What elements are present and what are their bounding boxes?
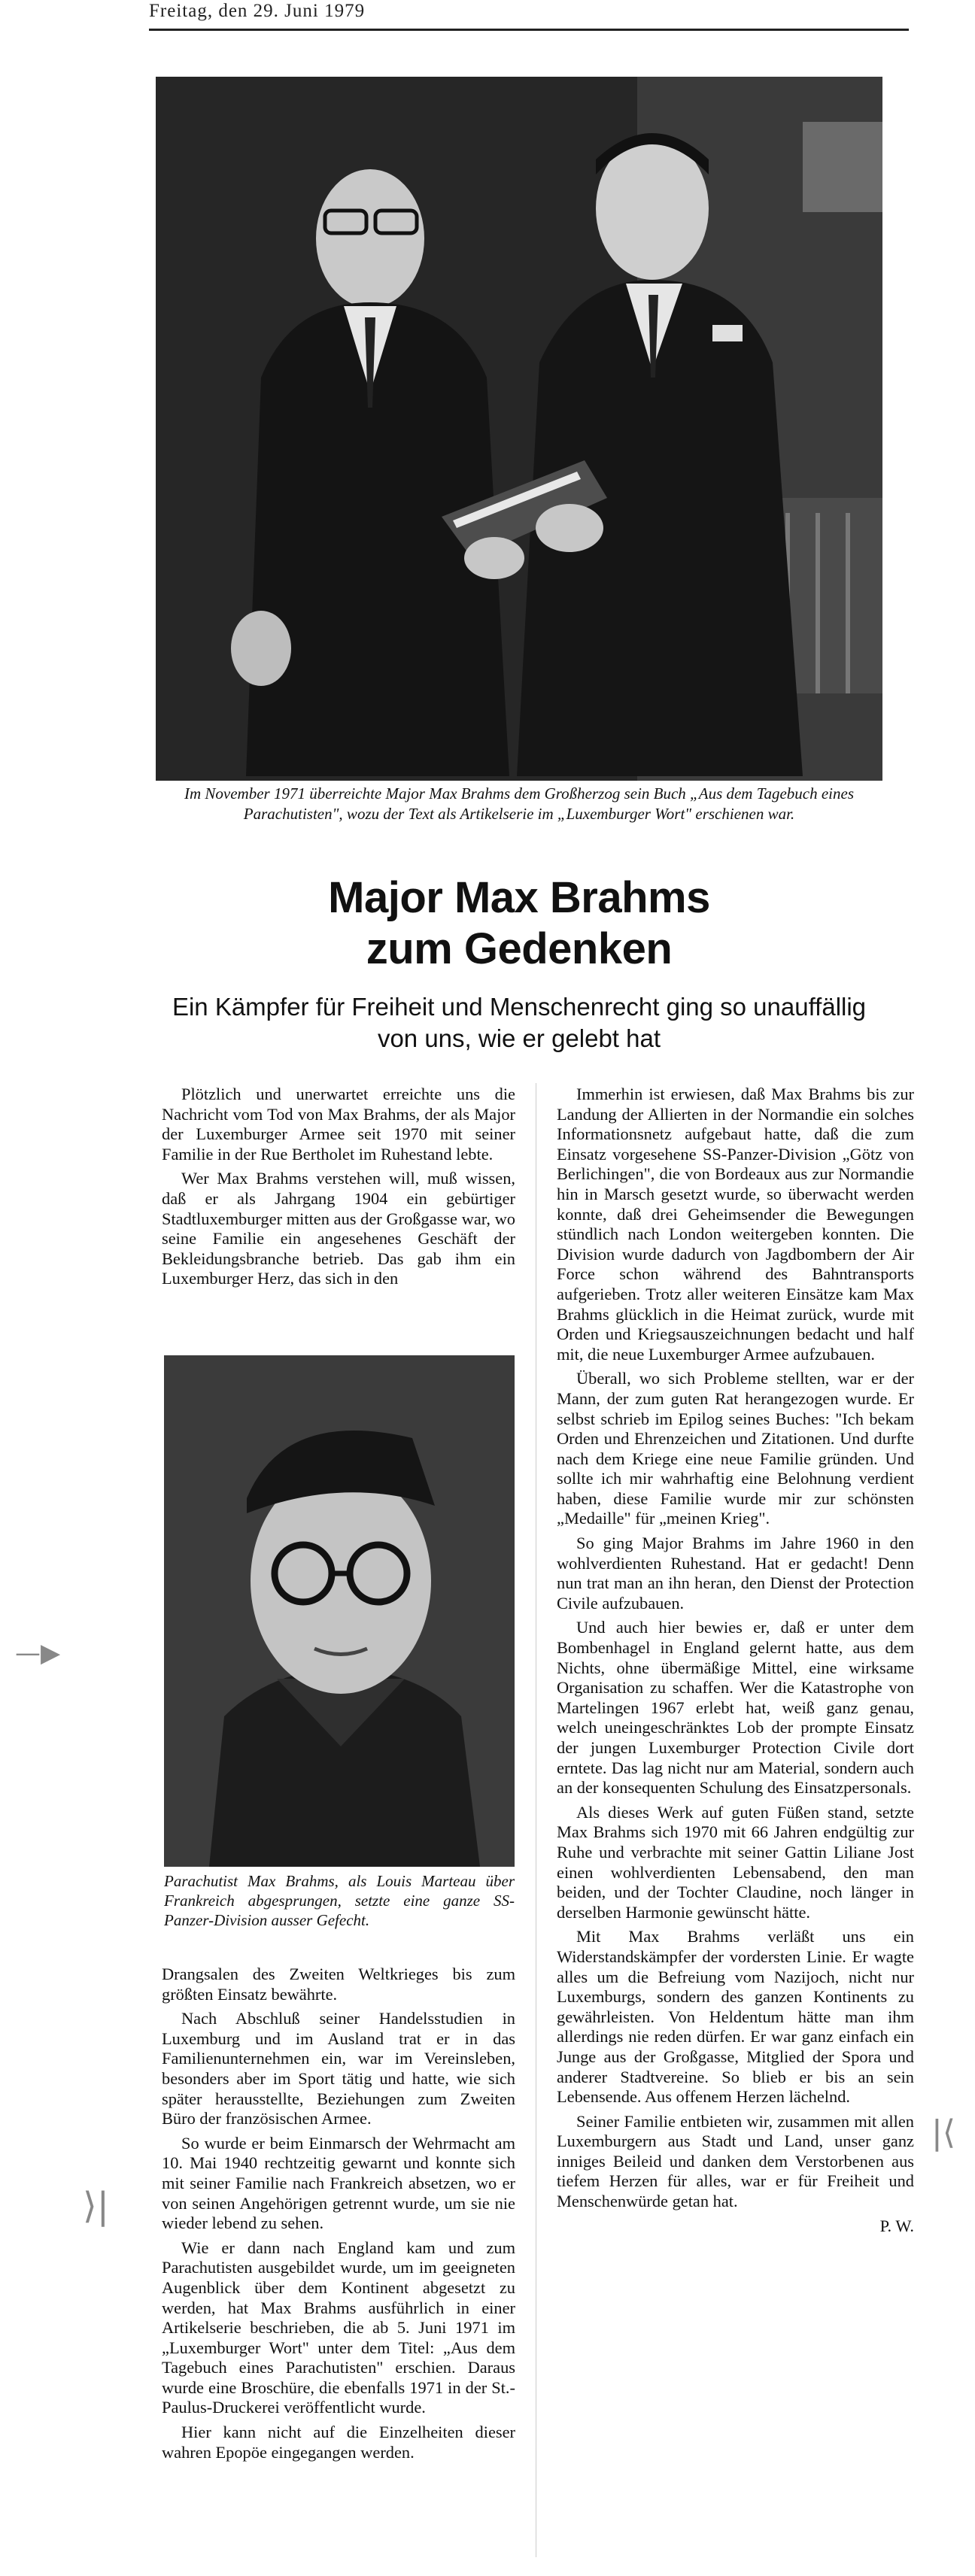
dateline: Freitag, den 29. Juni 1979 — [149, 2, 909, 31]
paragraph: So ging Major Brahms im Jahre 1960 in den wohlverdienten Ruhestand. Hat er gedacht! Denn nun trat man an ihn heran, den Dienst der Protection Civile aufzubauen. — [557, 1534, 914, 1613]
bracket-mark-icon: |⟨ — [931, 2113, 955, 2152]
paragraph: Als dieses Werk auf guten Füßen stand, setzte Max Brahms sich 1970 mit 66 Jahren endgültig zur Ruhe und verbrachte mit seiner Gattin Liliane Jost einen wohlverdienten Lebensabend, den man beiden, und der Tochter Claudine, noch länger in derselben Harmonie gewünscht hätte. — [557, 1802, 914, 1922]
paragraph: Immerhin ist erwiesen, daß Max Brahms bis zur Landung der Allierten in der Normandie ein solches Informationsnetz aufgebaut hatte, daß die zum Einsatz vorgesehene SS-Panzer-Division „Götz von Berlichingen", die von Bordeaux aus zur Normandie hin in Marsch gesetzt wurde, so überwacht werden konnte, daß drei Geheimsender die Bewegungen stündlich nach London weitergeben konnten. Die Division wurde dadurch von Jagdbombern der Air Force schon während des Bahntransports aufgerieben. Trotz aller weiteren Einsätze kam Max Brahms glücklich in die Heimat zurück, wurde mit Orden und Kriegsauszeichnungen bedacht und half mit, die neue Luxemburger Armee aufzubauen. — [557, 1085, 914, 1364]
paragraph: Nach Abschluß seiner Handelsstudien in Luxemburg und im Ausland trat er in das Familienunternehmen ein, war im Vereinsleben, besonders aber im Sport tätig und hatte, wie sich später herausstellte, Beziehungen zum Zweiten Büro der französischen Armee. — [162, 2009, 515, 2128]
photo-caption-top: Im November 1971 überreichte Major Max Brahms dem Großherzog sein Buch „Aus dem Tagebuch eines Parachutisten", wozu der Text als Artikelserie im „Luxemburger Wort" erschienen war. — [184, 784, 855, 823]
headline-line-1: Major Max Brahms — [328, 873, 710, 922]
photo-caption-portrait: Parachutist Max Brahms, als Louis Marteau über Frankreich abgesprungen, setzte eine ganze SS-Panzer-Division ausser Gefecht. — [164, 1872, 515, 1929]
paragraph: Drangsalen des Zweiten Weltkrieges bis zum größten Einsatz bewährte. — [162, 1965, 515, 2004]
photo-portrait-max-brahms — [164, 1355, 515, 1867]
bracket-mark-icon: ⟩| — [83, 2185, 109, 2227]
paragraph: Mit Max Brahms verläßt uns ein Widerstandskämpfer der vordersten Linie. Er wagte alles um die Befreiung vom Nazijoch, nicht nur Luxemburgs, sondern des ganzen Kontinents zu gewährleisten. Von Heldentum hätte man ihm allerdings nie reden dürfen. Er war ganz einfach ein Junge aus der Großgasse, Mitglied der Spora und anderer Stadtvereine. So blieb er bis an sein Lebensende. Aus offenem Herzen lächelnd. — [557, 1927, 914, 2107]
headline-line-2: zum Gedenken — [366, 924, 673, 973]
headline — [196, 872, 843, 975]
left-column-bottom — [162, 1965, 515, 2566]
paragraph: Seiner Familie entbieten wir, zusammen mit allen Luxemburgern aus Stadt und Land, unser ganz inniges Beileid und danken dem Verstorbenen aus tiefem Herzen für alles, war er für Freiheit und Menschenwürde getan hat. — [557, 2111, 914, 2211]
paragraph: Plötzlich und unerwartet erreichte uns die Nachricht vom Tod von Max Brahms, der als Major der Luxemburger Armee seit 1970 mit seiner Familie in der Rue Bertholet im Ruhestand lebte. — [162, 1085, 515, 1164]
arrow-mark-icon: —▶ — [15, 1638, 61, 1668]
author-signature: P. W. — [879, 2216, 914, 2235]
paragraph: Hier kann nicht auf die Einzelheiten dieser wahren Epopöe eingegangen werden. — [162, 2423, 515, 2462]
paragraph: Wie er dann nach England kam und zum Parachutisten ausgebildet wurde, um im geeigneten Augenblick über dem Kontinent abgesetzt zu werden, hat Max Brahms ausführlich in einer Artikelserie beschrieben, die ab 5. Juni 1971 im „Luxemburger Wort" unter dem Titel: „Aus dem Tagebuch eines Parachutisten" erschien. Daraus wurde eine Broschüre, die ebenfalls 1971 in der St.-Paulus-Druckerei veröffentlicht wurde. — [162, 2238, 515, 2417]
paragraph: Überall, wo sich Probleme stellten, war er der Mann, der zum guten Rat herangezogen wurde. Er selbst schrieb im Epilog seines Buches: "Ich bekam Orden und Ehrenzeichen und Zitationen. Und durfte nach dem Kriege eine neue Familie gründen. Und sollte ich mir wahrhaftig eine Belohnung verdient haben, diese Familie wurde mir zur schönsten „Medaille" für „meinen Krieg". — [557, 1369, 914, 1528]
right-column — [557, 1085, 914, 2559]
left-column-top — [162, 1085, 515, 1337]
photo-award-presentation — [156, 77, 882, 781]
subheadline: Ein Kämpfer für Freiheit und Menschenrecht ging so unauffällig von uns, wie er gelebt hat — [172, 993, 867, 1052]
paragraph: Und auch hier bewies er, daß er unter dem Bombenhagel in England gelernt hatte, aus dem Nichts, ohne übermäßige Mittel, eine wirksame Organisation zu schaffen. Wer die Katastrophe von Martelingen 1967 erlebt hat, weiß ganz genau, welch uneingeschränktes Lob der prompte Einsatz der jungen Luxemburger Protection Civile dort erntete. Das lag nicht nur am Material, sondern auch an der konsequenten Schulung des Einsatzpersonals. — [557, 1618, 914, 1798]
paragraph: So wurde er beim Einmarsch der Wehrmacht am 10. Mai 1940 rechtzeitig gewarnt und konnte sich mit seiner Familie nach Frankreich absetzen, wo er von seinen Angehörigen getrennt wurde, um sie nie wieder lebend zu sehen. — [162, 2133, 515, 2233]
paragraph: Wer Max Brahms verstehen will, muß wissen, daß er als Jahrgang 1904 ein gebürtiger Stadtluxemburger mitten aus der Großgasse war, wo seine Familie ein angesehenes Geschäft der Bekleidungsbranche betrieb. Das gab ihm ein Luxemburger Herz, das sich in den — [162, 1169, 515, 1288]
